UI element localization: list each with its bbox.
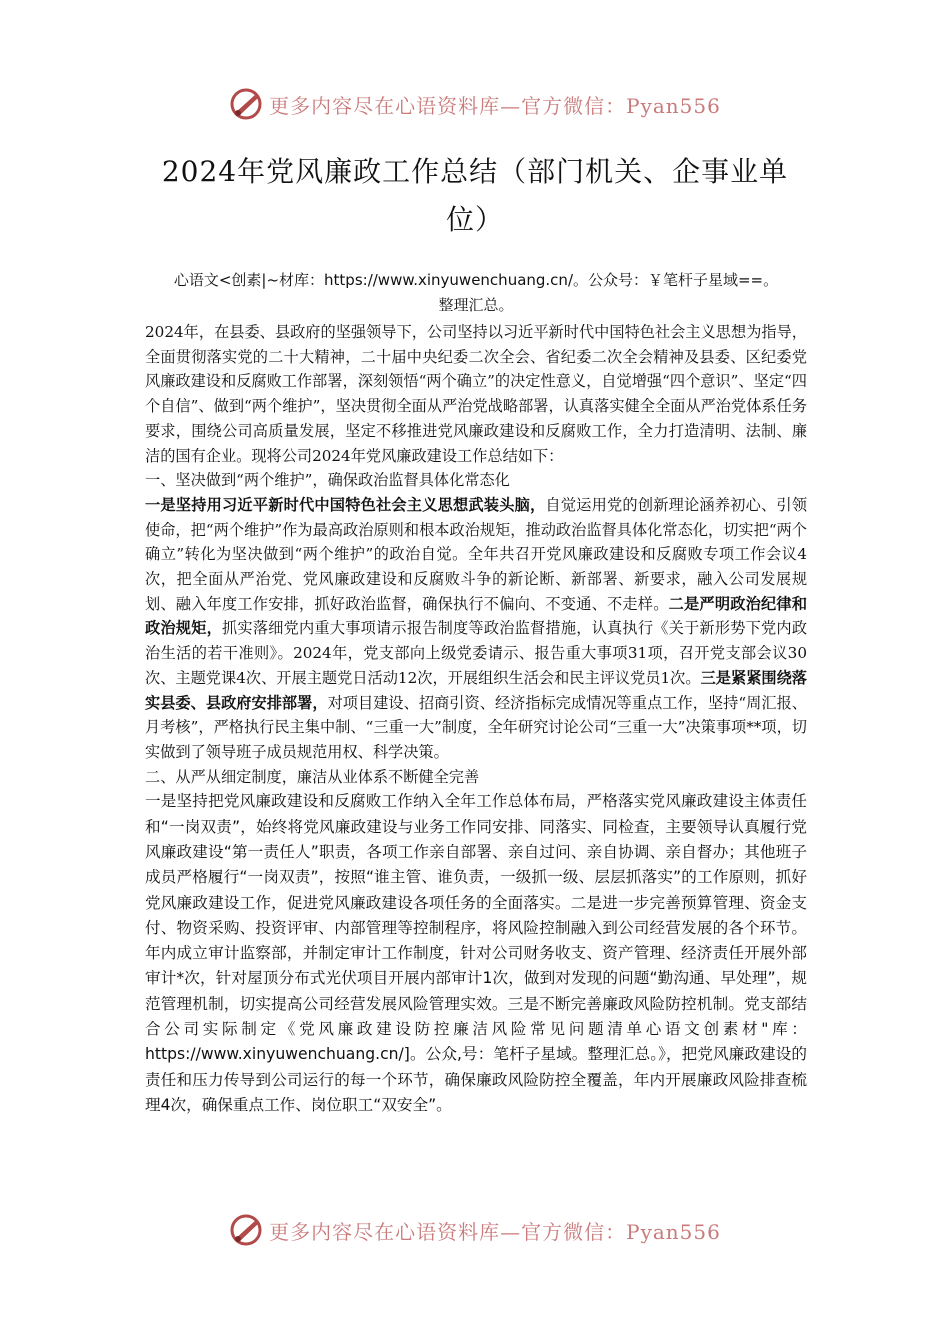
source-note-line-2: 整理汇总。 — [438, 296, 514, 314]
section1-point3-lead: 三是紧紧围绕落实县委、县政府安排部署， — [145, 668, 807, 712]
section1-point1-lead: 一是坚持用习近平新时代中国特色社会主义思想武装头脑， — [145, 495, 546, 514]
intro-paragraph: 2024年，在县委、县政府的坚强领导下，公司坚持以习近平新时代中国特色社会主义思想为指导，全面贯彻落实党的二十大精神，二十届中央纪委二次全会、省纪委二次全会精神及县委、区纪委党风廉政建设和反腐败工作部署，深刻领悟“两个确立”的决定性意义，自觉增强“四个意识”、坚定“四个自信”、做到“两个维护”，坚决贯彻全面从严治党战略部署，认真落实健全全面从严治党体系任务要求，围绕公司高质量发展，坚定不移推进党风廉政建设和反腐败工作，全力打造清明、法制、廉洁的国有企业。现将公司2024年党风廉政建设工作总结如下： — [145, 323, 807, 465]
section2-heading: 二、从严从细定制度，廉洁从业体系不断健全完善 — [145, 767, 480, 786]
document-body — [145, 268, 807, 1118]
section1-heading: 一、坚决做到“两个维护”，确保政治监督具体化常态化 — [145, 471, 510, 490]
brush-logo-icon — [229, 1213, 263, 1247]
banner-text: 更多内容尽在心语资料库—官方微信：Pyan556 — [269, 93, 721, 118]
page-title: 2024年党风廉政工作总结（部门机关、企事业单位） — [161, 155, 789, 236]
footer-banner — [0, 1210, 950, 1250]
section1-body — [145, 493, 807, 765]
section1-point3-text: 对项目建设、招商引资、经济指标完成情况等重点工作，坚持“周汇报、月考核”，严格执行民主集中制、“三重一大”制度，全年研究讨论公司“三重一大”决策事项**项，切实做到了领导班子成员规范用权、科学决策。 — [145, 693, 807, 761]
section2-body: 一是坚持把党风廉政建设和反腐败工作纳入全年工作总体布局，严格落实党风廉政建设主体责任和“一岗双责”，始终将党风廉政建设与业务工作同安排、同落实、同检查，主要领导认真履行党风廉政建设“第一责任人”职责，各项工作亲自部署、亲自过问、亲自协调、亲自督办；其他班子成员严格履行“一岗双责”，按照“谁主管、谁负责，一级抓一级、层层抓落实”的工作原则，抓好党风廉政建设工作，促进党风廉政建设各项任务的全面落实。二是进一步完善预算管理、资金支付、物资采购、投资评审、内部管理等控制程序，将风险控制融入到公司经营发展的各个环节。年内成立审计监察部，并制定审计工作制度，针对公司财务收支、资产管理、经济责任开展外部审计*次，针对屋顶分布式光伏项目开展内部审计1次，做到对发现的问题“勤沟通、早处理”，规范管理机制，切实提高公司经营发展风险管理实效。三是不断完善廉政风险防控机制。党支部结合公司实际制定《党风廉政建设防控廉洁风险常见问题清单心语文创素材"库：https://www.xinyuwenchuang.cn/]。公众,号：笔杆子星域。整理汇总。》，把党风廉政建设的责任和压力传导到公司运行的每一个环节，确保廉政风险防控全覆盖，年内开展廉政风险排查梳理4次，确保重点工作、岗位职工“双安全”。 — [145, 792, 807, 1114]
section1-point2-text: 抓实落细党内重大事项请示报告制度等政治监督措施，认真执行《关于新形势下党内政治生活的若干准则》。2024年，党支部向上级党委请示、报告重大事项31项，召开党支部会议30次、主题党课4次、开展主题党日活动12次，开展组织生活会和民主评议党员1次。 — [145, 619, 808, 687]
section1-point2-lead: 二是严明政治纪律和政治规矩， — [145, 594, 808, 638]
source-note-line-1: 心语文<创素|~材库：https://www.xinyuwenchuang.cn/。公众号：￥笔杆子星域==。 — [173, 271, 779, 289]
section1-point1-text: 自觉运用党的创新理论涵养初心、引领使命，把“两个维护”作为最高政治原则和根本政治规矩，推动政治监督具体化常态化，切实把“两个确立”转化为坚决做到“两个维护”的政治自觉。全年共召开党风廉政建设和反腐败专项工作会议4次，把全面从严治党、党风廉政建设和反腐败斗争的新论断、新部署、新要求，融入公司发展规划、融入年度工作安排，抓好政治监督，确保执行不偏向、不变通、不走样。 — [145, 495, 808, 613]
banner-text: 更多内容尽在心语资料库—官方微信：Pyan556 — [269, 1219, 721, 1244]
header-banner — [0, 84, 950, 124]
brush-logo-icon — [229, 87, 263, 121]
